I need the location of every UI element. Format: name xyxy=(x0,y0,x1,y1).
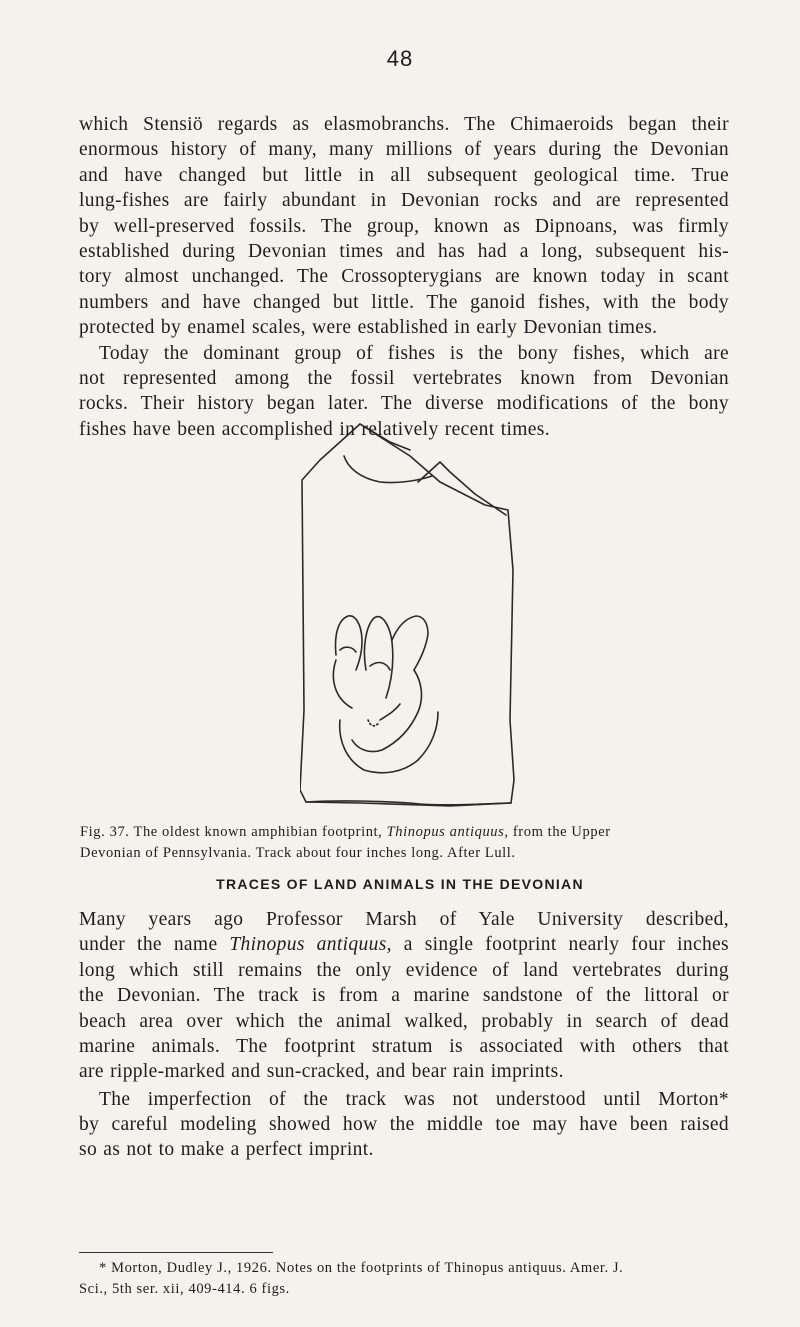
section-heading: TRACES OF LAND ANIMALS IN THE DEVONIAN xyxy=(216,876,584,892)
text-line xyxy=(79,932,729,957)
text-line: tory almost unchanged. The Crossopterygians are known today in scant xyxy=(79,266,729,288)
text-line: beach area over which the animal walked, probably in search of dead xyxy=(79,1010,729,1032)
text-line: rocks. Their history began later. The diverse modifications of the bony xyxy=(79,393,729,415)
text-line: long which still remains the only evidence of land vertebrates during xyxy=(79,959,729,981)
species-name: Thinopus antiquus, xyxy=(229,934,392,956)
line-suffix: a single footprint nearly four inches xyxy=(403,934,729,956)
text-line: Today the dominant group of fishes is the bony fishes, which are xyxy=(99,342,729,364)
caption-line xyxy=(80,822,732,843)
caption-prefix: Fig. 37. The oldest known amphibian footprint, xyxy=(80,824,383,840)
text-line: numbers and have changed but little. The ganoid fishes, with the body xyxy=(79,291,729,313)
figure-caption xyxy=(80,822,732,864)
caption-suffix: from the Upper xyxy=(512,824,611,840)
footnote-line: * Morton, Dudley J., 1926. Notes on the footprints of Thinopus antiquus. Amer. J. xyxy=(99,1260,624,1276)
text-line: marine animals. The footprint stratum is associated with others that xyxy=(79,1036,729,1058)
line-prefix: under the name xyxy=(79,934,218,956)
text-line: lung-fishes are fairly abundant in Devonian rocks and are represented xyxy=(79,190,729,212)
morton-paragraph xyxy=(79,1087,729,1163)
marsh-paragraph xyxy=(79,907,729,1085)
text-line: are ripple-marked and sun-cracked, and bear rain imprints. xyxy=(79,1061,564,1083)
text-line: by careful modeling showed how the middle toe may have been raised xyxy=(79,1113,729,1135)
text-line: which Stensiö regards as elasmobranchs. The Chimaeroids began their xyxy=(79,114,729,135)
text-line: Many years ago Professor Marsh of Yale University described, xyxy=(79,909,729,930)
text-line: fishes have been accomplished in relatively recent times. xyxy=(79,418,550,440)
footnote-line: Sci., 5th ser. xii, 409-414. 6 figs. xyxy=(79,1281,290,1297)
footnote xyxy=(79,1258,739,1300)
caption-species: Thinopus antiquus, xyxy=(386,824,509,840)
text-line: by well-preserved fossils. The group, known as Dipnoans, was firmly xyxy=(79,215,729,237)
caption-line: Devonian of Pennsylvania. Track about four inches long. After Lull. xyxy=(80,845,516,861)
text-line: and have changed but little in all subsequent geological time. True xyxy=(79,164,729,186)
text-line: the Devonian. The track is from a marine sandstone of the littoral or xyxy=(79,985,729,1007)
text-line: enormous history of many, many millions of years during the Devonian xyxy=(79,139,729,161)
text-line: established during Devonian times and has had a long, subsequent his- xyxy=(79,241,729,263)
page-number: 48 xyxy=(386,46,414,71)
text-line: The imperfection of the track was not understood until Morton* xyxy=(99,1088,729,1110)
text-line: protected by enamel scales, were established in early Devonian times. xyxy=(79,317,658,339)
footnote-divider xyxy=(79,1252,273,1253)
footprint-illustration xyxy=(300,420,520,810)
intro-paragraph xyxy=(79,112,729,341)
text-line: not represented among the fossil vertebrates known from Devonian xyxy=(79,368,729,389)
text-line: so as not to make a perfect imprint. xyxy=(79,1139,374,1161)
